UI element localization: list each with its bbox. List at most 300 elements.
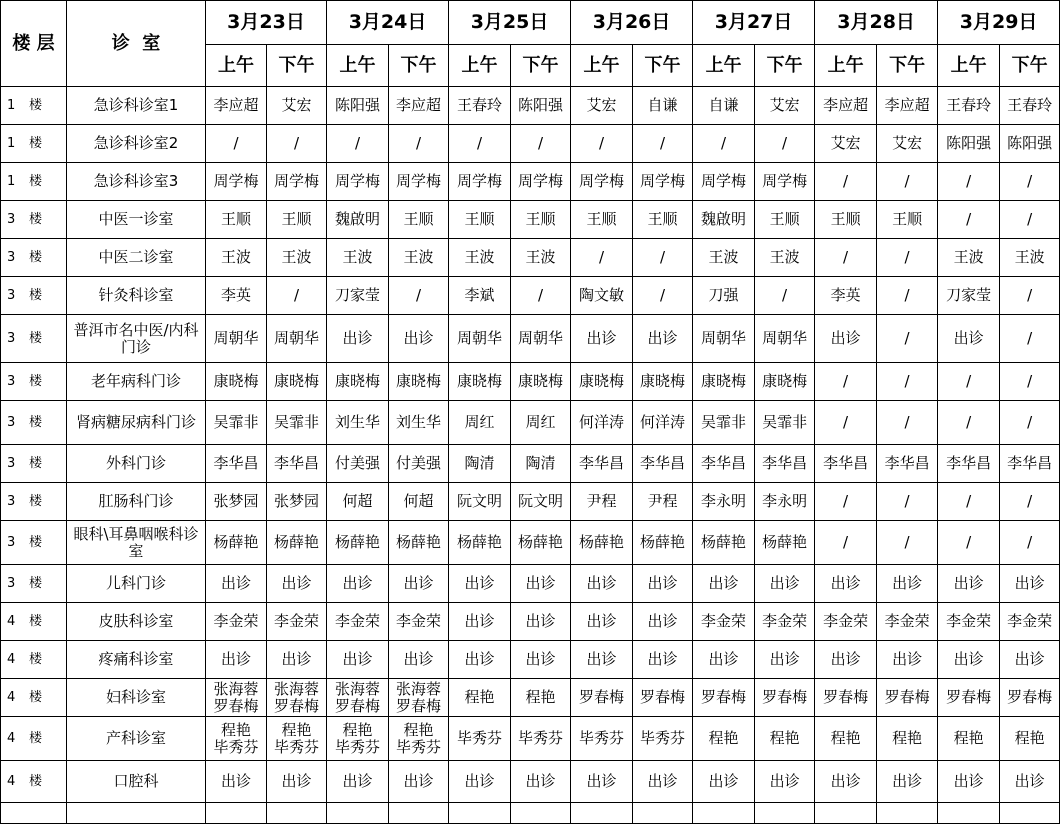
doctor-cell: 何超 — [389, 483, 449, 521]
morning-header: 上午 — [815, 45, 877, 87]
floor-cell — [1, 761, 67, 803]
doctor-cell: 程艳 — [815, 717, 877, 761]
floor-unit: 楼 — [29, 415, 43, 430]
table-row — [1, 239, 1060, 277]
doctor-cell: 杨薛艳 — [327, 521, 389, 565]
doctor-cell: / — [1000, 163, 1060, 201]
doctor-cell: 李华昌 — [267, 445, 327, 483]
doctor-cell: 周学梅 — [327, 163, 389, 201]
doctor-cell: 陶清 — [449, 445, 511, 483]
doctor-cell: / — [877, 483, 938, 521]
doctor-cell: 出诊 — [693, 761, 755, 803]
doctor-cell: 艾宏 — [267, 87, 327, 125]
doctor-cell: 王春玲 — [938, 87, 1000, 125]
doctor-cell: / — [1000, 483, 1060, 521]
empty-cell — [633, 803, 693, 824]
empty-cell — [511, 803, 571, 824]
doctor-cell: 康晓梅 — [267, 363, 327, 401]
doctor-cell: 程艳 毕秀芬 — [327, 717, 389, 761]
doctor-cell: 阮文明 — [449, 483, 511, 521]
doctor-cell: 康晓梅 — [633, 363, 693, 401]
doctor-cell: 付美强 — [389, 445, 449, 483]
doctor-cell: 李华昌 — [633, 445, 693, 483]
doctor-cell: 出诊 — [693, 565, 755, 603]
afternoon-header: 下午 — [877, 45, 938, 87]
doctor-cell: 程艳 — [449, 679, 511, 717]
table-row — [1, 315, 1060, 363]
morning-header: 上午 — [938, 45, 1000, 87]
floor-unit: 楼 — [29, 136, 43, 151]
doctor-cell: 出诊 — [571, 315, 633, 363]
doctor-cell: 王顺 — [755, 201, 815, 239]
floor-cell — [1, 363, 67, 401]
floor-cell — [1, 87, 67, 125]
date-header-row — [1, 1, 1060, 45]
doctor-cell: 出诊 — [938, 315, 1000, 363]
doctor-cell: 陈阳强 — [1000, 125, 1060, 163]
afternoon-header: 下午 — [1000, 45, 1060, 87]
floor-unit: 楼 — [29, 250, 43, 265]
doctor-cell: 杨薛艳 — [511, 521, 571, 565]
doctor-cell: 尹程 — [571, 483, 633, 521]
doctor-cell: 李华昌 — [693, 445, 755, 483]
doctor-cell: 周红 — [449, 401, 511, 445]
doctor-cell: 李永明 — [693, 483, 755, 521]
doctor-cell: / — [877, 277, 938, 315]
doctor-cell: 出诊 — [267, 641, 327, 679]
doctor-cell: 王波 — [449, 239, 511, 277]
floor-unit: 楼 — [29, 576, 43, 591]
floor-number: 1 — [7, 174, 16, 189]
doctor-cell: / — [877, 521, 938, 565]
floor-header — [1, 1, 67, 87]
doctor-cell: 出诊 — [815, 565, 877, 603]
room-name-cell: 肛肠科门诊 — [67, 483, 206, 521]
doctor-cell: 周学梅 — [206, 163, 267, 201]
doctor-cell: 康晓梅 — [755, 363, 815, 401]
doctor-cell: 李华昌 — [571, 445, 633, 483]
doctor-cell: 程艳 — [877, 717, 938, 761]
doctor-cell: 阮文明 — [511, 483, 571, 521]
doctor-cell: 李华昌 — [938, 445, 1000, 483]
table-row — [1, 401, 1060, 445]
doctor-cell: 艾宏 — [571, 87, 633, 125]
doctor-cell: 周朝华 — [206, 315, 267, 363]
floor-number: 4 — [7, 652, 16, 667]
floor-cell — [1, 565, 67, 603]
floor-number: 3 — [7, 212, 16, 227]
doctor-cell: 自谦 — [633, 87, 693, 125]
doctor-cell: 出诊 — [633, 641, 693, 679]
doctor-cell: 李金荣 — [755, 603, 815, 641]
doctor-cell: / — [938, 401, 1000, 445]
doctor-cell: 出诊 — [389, 565, 449, 603]
afternoon-header: 下午 — [267, 45, 327, 87]
room-name-cell: 急诊科诊室1 — [67, 87, 206, 125]
doctor-cell: 李华昌 — [877, 445, 938, 483]
table-row — [1, 277, 1060, 315]
doctor-cell: 出诊 — [267, 761, 327, 803]
room-name-cell: 外科门诊 — [67, 445, 206, 483]
doctor-cell: 出诊 — [1000, 641, 1060, 679]
doctor-cell: 出诊 — [511, 565, 571, 603]
doctor-cell: / — [938, 201, 1000, 239]
doctor-cell: / — [815, 363, 877, 401]
floor-unit: 楼 — [29, 535, 43, 550]
doctor-cell: 出诊 — [389, 761, 449, 803]
doctor-cell: / — [1000, 521, 1060, 565]
doctor-cell: 王顺 — [877, 201, 938, 239]
table-row — [1, 163, 1060, 201]
doctor-cell: 罗春梅 — [571, 679, 633, 717]
doctor-cell: 周学梅 — [267, 163, 327, 201]
doctor-cell: 出诊 — [449, 603, 511, 641]
empty-cell — [938, 803, 1000, 824]
doctor-cell: 李华昌 — [815, 445, 877, 483]
doctor-cell: 张梦园 — [206, 483, 267, 521]
floor-unit: 楼 — [29, 774, 43, 789]
room-name-cell: 急诊科诊室2 — [67, 125, 206, 163]
doctor-cell: 陈阳强 — [511, 87, 571, 125]
doctor-cell: 周朝华 — [693, 315, 755, 363]
doctor-cell: 罗春梅 — [755, 679, 815, 717]
doctor-cell: 艾宏 — [877, 125, 938, 163]
doctor-cell: 李华昌 — [1000, 445, 1060, 483]
doctor-cell: 出诊 — [206, 761, 267, 803]
doctor-cell: 出诊 — [815, 641, 877, 679]
doctor-cell: 康晓梅 — [449, 363, 511, 401]
doctor-cell: / — [938, 363, 1000, 401]
doctor-cell: 出诊 — [571, 603, 633, 641]
doctor-cell: 何超 — [327, 483, 389, 521]
floor-unit: 楼 — [29, 494, 43, 509]
doctor-cell: 出诊 — [511, 761, 571, 803]
doctor-cell: 程艳 — [755, 717, 815, 761]
doctor-cell: 李英 — [815, 277, 877, 315]
doctor-cell: 出诊 — [755, 565, 815, 603]
floor-number: 3 — [7, 250, 16, 265]
doctor-cell: 出诊 — [755, 641, 815, 679]
doctor-cell: 刀强 — [693, 277, 755, 315]
doctor-cell: / — [267, 125, 327, 163]
doctor-cell: 李应超 — [389, 87, 449, 125]
doctor-cell: 杨薛艳 — [633, 521, 693, 565]
room-name-cell: 普洱市名中医/内科门诊 — [67, 315, 206, 363]
floor-cell — [1, 125, 67, 163]
table-row — [1, 603, 1060, 641]
doctor-cell: 杨薛艳 — [571, 521, 633, 565]
doctor-cell: 艾宏 — [755, 87, 815, 125]
doctor-cell: 王顺 — [633, 201, 693, 239]
doctor-cell: 毕秀芬 — [449, 717, 511, 761]
doctor-cell: 出诊 — [571, 761, 633, 803]
doctor-cell: / — [877, 363, 938, 401]
floor-cell — [1, 401, 67, 445]
doctor-cell: / — [755, 277, 815, 315]
floor-unit: 楼 — [29, 98, 43, 113]
doctor-cell: 王波 — [1000, 239, 1060, 277]
doctor-cell: 出诊 — [938, 761, 1000, 803]
doctor-cell: 王波 — [938, 239, 1000, 277]
doctor-cell: 出诊 — [389, 641, 449, 679]
doctor-cell: 王波 — [511, 239, 571, 277]
doctor-cell: 出诊 — [815, 761, 877, 803]
doctor-cell: 刘生华 — [389, 401, 449, 445]
doctor-cell: 罗春梅 — [633, 679, 693, 717]
doctor-cell: 周朝华 — [511, 315, 571, 363]
room-name-cell: 针灸科诊室 — [67, 277, 206, 315]
doctor-cell: 杨薛艳 — [206, 521, 267, 565]
table-row — [1, 717, 1060, 761]
doctor-cell: 出诊 — [206, 641, 267, 679]
doctor-cell: 出诊 — [877, 641, 938, 679]
empty-cell — [67, 803, 206, 824]
empty-cell — [755, 803, 815, 824]
floor-number: 1 — [7, 98, 16, 113]
doctor-cell: / — [1000, 277, 1060, 315]
doctor-cell: 王顺 — [815, 201, 877, 239]
doctor-cell: 付美强 — [327, 445, 389, 483]
doctor-cell: 魏啟明 — [693, 201, 755, 239]
doctor-cell: 刘生华 — [327, 401, 389, 445]
empty-sheet-row — [1, 803, 1060, 824]
doctor-cell: 李英 — [206, 277, 267, 315]
doctor-cell: / — [571, 125, 633, 163]
doctor-cell: / — [877, 163, 938, 201]
doctor-cell: 李金荣 — [693, 603, 755, 641]
doctor-cell: 出诊 — [633, 603, 693, 641]
doctor-cell: 张海蓉 罗春梅 — [327, 679, 389, 717]
floor-cell — [1, 641, 67, 679]
doctor-cell: 杨薛艳 — [755, 521, 815, 565]
date-header: 3月23日 — [206, 1, 327, 45]
doctor-cell: 李金荣 — [1000, 603, 1060, 641]
doctor-cell: / — [633, 239, 693, 277]
doctor-cell: 李应超 — [206, 87, 267, 125]
table-row — [1, 521, 1060, 565]
floor-number: 3 — [7, 331, 16, 346]
empty-cell — [449, 803, 511, 824]
floor-unit: 楼 — [29, 731, 43, 746]
doctor-cell: 王顺 — [206, 201, 267, 239]
floor-unit: 楼 — [29, 456, 43, 471]
doctor-cell: 吴霏非 — [206, 401, 267, 445]
room-name-cell: 中医一诊室 — [67, 201, 206, 239]
morning-header: 上午 — [693, 45, 755, 87]
table-row — [1, 445, 1060, 483]
doctor-cell: 杨薛艳 — [267, 521, 327, 565]
floor-cell — [1, 483, 67, 521]
floor-unit: 楼 — [29, 614, 43, 629]
doctor-cell: 出诊 — [449, 565, 511, 603]
doctor-cell: 李金荣 — [938, 603, 1000, 641]
doctor-cell: 艾宏 — [815, 125, 877, 163]
doctor-cell: 李斌 — [449, 277, 511, 315]
doctor-cell: 何洋涛 — [633, 401, 693, 445]
floor-number: 1 — [7, 136, 16, 151]
doctor-cell: 出诊 — [449, 641, 511, 679]
doctor-cell: 周朝华 — [755, 315, 815, 363]
doctor-cell: 李应超 — [815, 87, 877, 125]
doctor-cell: 出诊 — [633, 565, 693, 603]
doctor-cell: 李金荣 — [815, 603, 877, 641]
date-header: 3月28日 — [815, 1, 938, 45]
empty-cell — [815, 803, 877, 824]
floor-number: 3 — [7, 288, 16, 303]
doctor-cell: 出诊 — [633, 761, 693, 803]
doctor-cell: 刀家莹 — [327, 277, 389, 315]
doctor-cell: 罗春梅 — [1000, 679, 1060, 717]
doctor-cell: 康晓梅 — [327, 363, 389, 401]
room-name-cell: 中医二诊室 — [67, 239, 206, 277]
doctor-cell: / — [633, 277, 693, 315]
doctor-cell: 罗春梅 — [693, 679, 755, 717]
doctor-cell: 周学梅 — [633, 163, 693, 201]
doctor-cell: / — [693, 125, 755, 163]
doctor-cell: 周学梅 — [693, 163, 755, 201]
doctor-cell: 出诊 — [511, 603, 571, 641]
doctor-cell: 李华昌 — [206, 445, 267, 483]
doctor-cell: / — [877, 239, 938, 277]
doctor-cell: 杨薛艳 — [389, 521, 449, 565]
doctor-cell: 程艳 毕秀芬 — [267, 717, 327, 761]
doctor-cell: / — [206, 125, 267, 163]
doctor-cell: 李华昌 — [755, 445, 815, 483]
doctor-cell: 程艳 — [1000, 717, 1060, 761]
floor-unit: 楼 — [29, 652, 43, 667]
empty-cell — [1000, 803, 1060, 824]
morning-header: 上午 — [327, 45, 389, 87]
doctor-cell: / — [815, 401, 877, 445]
doctor-cell: 出诊 — [693, 641, 755, 679]
doctor-cell: 罗春梅 — [815, 679, 877, 717]
floor-number: 4 — [7, 690, 16, 705]
doctor-cell: 王顺 — [449, 201, 511, 239]
doctor-cell: 出诊 — [755, 761, 815, 803]
doctor-cell: 李金荣 — [877, 603, 938, 641]
doctor-cell: 出诊 — [815, 315, 877, 363]
floor-cell — [1, 277, 67, 315]
doctor-cell: 出诊 — [877, 565, 938, 603]
doctor-cell: / — [511, 277, 571, 315]
doctor-cell: 出诊 — [571, 641, 633, 679]
doctor-cell: / — [571, 239, 633, 277]
table-row — [1, 201, 1060, 239]
empty-cell — [693, 803, 755, 824]
floor-cell — [1, 603, 67, 641]
room-name-cell: 眼科\耳鼻咽喉科诊室 — [67, 521, 206, 565]
doctor-cell: 张海蓉 罗春梅 — [389, 679, 449, 717]
doctor-cell: 张海蓉 罗春梅 — [267, 679, 327, 717]
floor-unit: 楼 — [29, 331, 43, 346]
doctor-cell: / — [1000, 315, 1060, 363]
date-header: 3月27日 — [693, 1, 815, 45]
table-row — [1, 87, 1060, 125]
floor-number: 4 — [7, 614, 16, 629]
doctor-cell: 罗春梅 — [877, 679, 938, 717]
date-header: 3月26日 — [571, 1, 693, 45]
floor-number: 3 — [7, 456, 16, 471]
table-row — [1, 565, 1060, 603]
doctor-cell: 康晓梅 — [389, 363, 449, 401]
floor-cell — [1, 521, 67, 565]
empty-cell — [1, 803, 67, 824]
doctor-cell: 王波 — [206, 239, 267, 277]
doctor-cell: 李金荣 — [206, 603, 267, 641]
doctor-cell: 王波 — [389, 239, 449, 277]
empty-cell — [327, 803, 389, 824]
room-name-cell: 疼痛科诊室 — [67, 641, 206, 679]
afternoon-header: 下午 — [633, 45, 693, 87]
doctor-cell: 周学梅 — [389, 163, 449, 201]
doctor-cell: 王顺 — [511, 201, 571, 239]
doctor-cell: 李金荣 — [267, 603, 327, 641]
doctor-cell: 罗春梅 — [938, 679, 1000, 717]
doctor-cell: 刀家莹 — [938, 277, 1000, 315]
doctor-cell: / — [815, 163, 877, 201]
floor-number: 4 — [7, 731, 16, 746]
doctor-cell: 程艳 — [938, 717, 1000, 761]
floor-number: 4 — [7, 774, 16, 789]
empty-cell — [206, 803, 267, 824]
doctor-cell: 王顺 — [267, 201, 327, 239]
doctor-cell: 出诊 — [877, 761, 938, 803]
doctor-cell: 周红 — [511, 401, 571, 445]
date-header: 3月25日 — [449, 1, 571, 45]
doctor-cell: 张海蓉 罗春梅 — [206, 679, 267, 717]
empty-cell — [267, 803, 327, 824]
doctor-cell: 周学梅 — [511, 163, 571, 201]
room-header — [67, 1, 206, 87]
floor-cell — [1, 239, 67, 277]
doctor-cell: 出诊 — [327, 641, 389, 679]
doctor-cell: / — [815, 521, 877, 565]
doctor-cell: / — [389, 277, 449, 315]
room-name-cell: 妇科诊室 — [67, 679, 206, 717]
doctor-cell: 周学梅 — [449, 163, 511, 201]
doctor-cell: 李应超 — [877, 87, 938, 125]
doctor-cell: 杨薛艳 — [449, 521, 511, 565]
doctor-cell: / — [633, 125, 693, 163]
doctor-cell: 出诊 — [327, 315, 389, 363]
doctor-cell: 吴霏非 — [267, 401, 327, 445]
doctor-cell: 出诊 — [511, 641, 571, 679]
doctor-cell: 王波 — [693, 239, 755, 277]
table-row — [1, 761, 1060, 803]
doctor-cell: 康晓梅 — [206, 363, 267, 401]
date-header: 3月29日 — [938, 1, 1060, 45]
doctor-cell: 出诊 — [327, 761, 389, 803]
doctor-cell: 李永明 — [755, 483, 815, 521]
doctor-cell: 尹程 — [633, 483, 693, 521]
doctor-cell: 毕秀芬 — [511, 717, 571, 761]
empty-cell — [389, 803, 449, 824]
room-name-cell: 急诊科诊室3 — [67, 163, 206, 201]
floor-unit: 楼 — [29, 288, 43, 303]
doctor-cell: / — [389, 125, 449, 163]
doctor-cell: / — [815, 239, 877, 277]
doctor-cell: 王波 — [755, 239, 815, 277]
doctor-cell: 毕秀芬 — [633, 717, 693, 761]
doctor-cell: / — [1000, 401, 1060, 445]
doctor-cell: 康晓梅 — [571, 363, 633, 401]
doctor-cell: 程艳 — [693, 717, 755, 761]
doctor-cell: 出诊 — [938, 565, 1000, 603]
empty-cell — [877, 803, 938, 824]
table-row — [1, 363, 1060, 401]
doctor-cell: 吴霏非 — [755, 401, 815, 445]
doctor-cell: / — [1000, 363, 1060, 401]
